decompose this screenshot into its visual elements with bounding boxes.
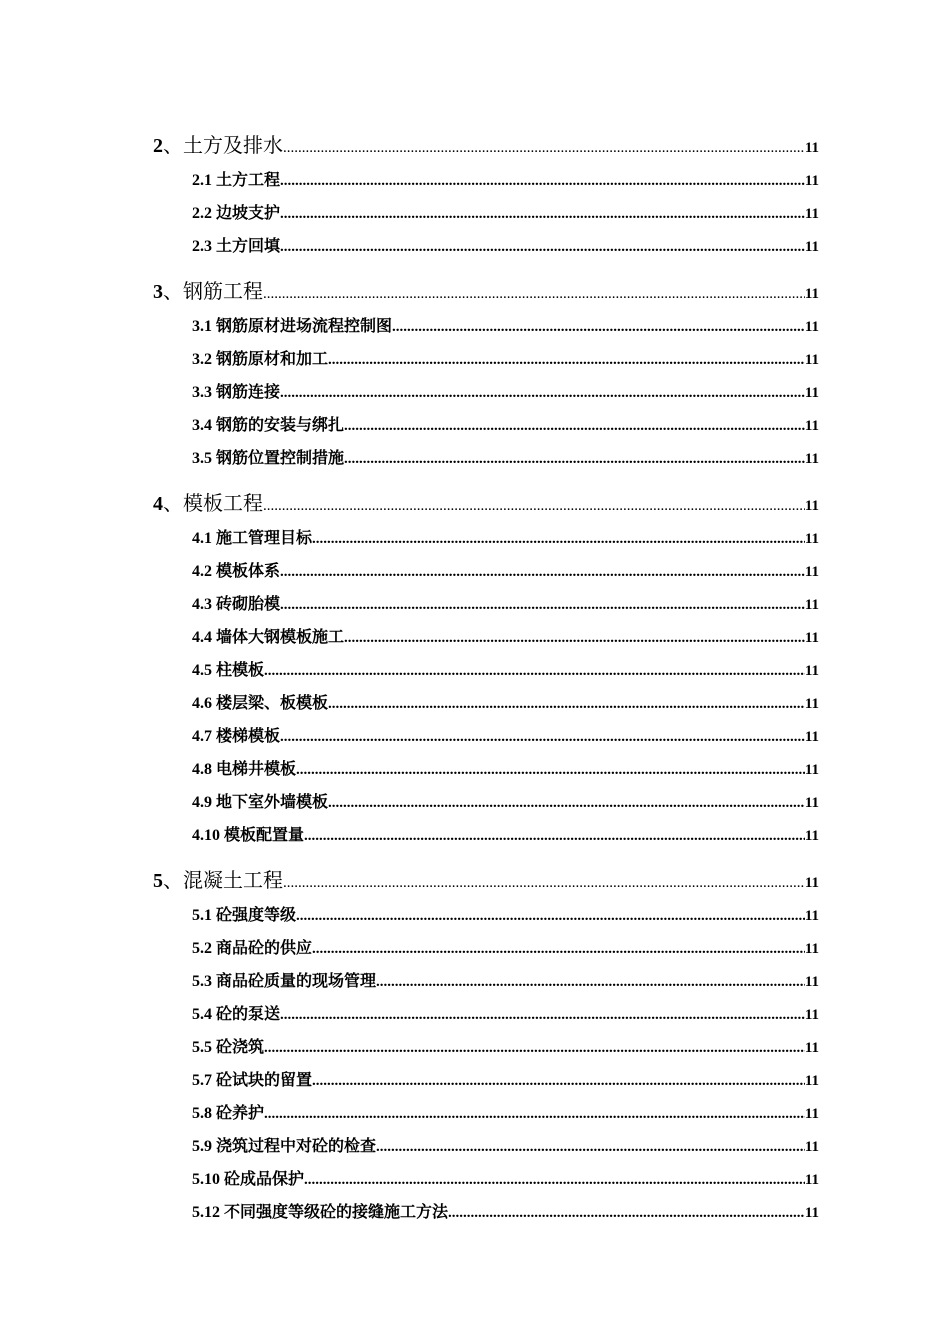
toc-leader-dots xyxy=(280,589,805,622)
toc-entry-title xyxy=(192,720,280,753)
toc-page-number: 11 xyxy=(804,1073,819,1089)
toc-entry-text: 钢筋的安装与绑扎 xyxy=(216,417,345,434)
toc-entry-number: 4.10 xyxy=(192,827,220,844)
toc-entry-title xyxy=(192,1064,312,1097)
toc-entry-title xyxy=(192,1196,448,1229)
toc-entry-separator: 、 xyxy=(163,281,183,303)
toc-page-number: 11 xyxy=(804,974,819,990)
toc-entry-number: 5.1 xyxy=(192,907,212,924)
toc-entry-text: 砼养护 xyxy=(216,1105,265,1122)
toc-entry-number: 4.5 xyxy=(192,662,212,679)
toc-entry-text: 墙体大钢模板施工 xyxy=(216,629,345,646)
toc-entry-title xyxy=(192,786,328,819)
toc-section-entry[interactable] xyxy=(153,1163,819,1196)
toc-section-entry[interactable] xyxy=(153,819,819,852)
toc-entry-number: 3 xyxy=(153,281,163,303)
toc-page-number: 11 xyxy=(804,1139,819,1155)
toc-page-number: 11 xyxy=(804,941,819,957)
toc-entry-text: 浇筑过程中对砼的检查 xyxy=(216,1138,377,1155)
toc-leader-dots xyxy=(296,754,805,787)
toc-leader-dots xyxy=(304,1164,805,1197)
toc-page-number: 11 xyxy=(804,531,819,547)
toc-leader-dots xyxy=(344,622,805,655)
toc-leader-dots xyxy=(264,1098,805,1131)
toc-leader-dots xyxy=(283,865,805,901)
toc-entry-number: 3.2 xyxy=(192,351,212,368)
toc-leader-dots xyxy=(280,999,805,1032)
toc-entry-number: 5.2 xyxy=(192,940,212,957)
toc-chapter-entry[interactable] xyxy=(153,486,819,522)
toc-leader-dots xyxy=(283,130,805,166)
toc-entry-title xyxy=(192,588,280,621)
toc-section-entry[interactable] xyxy=(153,899,819,932)
toc-entry-title xyxy=(192,819,304,852)
toc-entry-separator: 、 xyxy=(163,870,183,892)
toc-page-number: 11 xyxy=(804,239,819,255)
toc-section-entry[interactable] xyxy=(153,621,819,654)
toc-leader-dots xyxy=(263,276,805,312)
toc-section-entry[interactable] xyxy=(153,442,819,475)
toc-entry-number: 5.8 xyxy=(192,1105,212,1122)
toc-section-entry[interactable] xyxy=(153,522,819,555)
toc-leader-dots xyxy=(280,556,805,589)
toc-section-entry[interactable] xyxy=(153,687,819,720)
toc-entry-text: 施工管理目标 xyxy=(216,530,313,547)
toc-chapter-entry[interactable] xyxy=(153,128,819,164)
toc-entry-number: 3.4 xyxy=(192,417,212,434)
toc-entry-number: 5 xyxy=(153,870,163,892)
toc-section-entry[interactable] xyxy=(153,409,819,442)
toc-entry-number: 4.3 xyxy=(192,596,212,613)
toc-entry-text: 土方回填 xyxy=(216,238,281,255)
toc-entry-title xyxy=(192,1097,264,1130)
toc-section-entry[interactable] xyxy=(153,932,819,965)
toc-entry-text: 不同强度等级砼的接缝施工方法 xyxy=(224,1204,449,1221)
toc-entry-title xyxy=(192,621,344,654)
toc-page-number: 11 xyxy=(804,1172,819,1188)
toc-page-number: 11 xyxy=(804,352,819,368)
toc-leader-dots xyxy=(312,933,805,966)
toc-entry-text: 钢筋原材进场流程控制图 xyxy=(216,318,393,335)
toc-entry-number: 5.9 xyxy=(192,1138,212,1155)
table-of-contents xyxy=(153,128,819,1229)
toc-entry-title xyxy=(153,863,283,899)
toc-entry-title xyxy=(192,555,280,588)
toc-page-number: 11 xyxy=(804,564,819,580)
toc-page-number: 11 xyxy=(804,1106,819,1122)
toc-page-number: 11 xyxy=(804,828,819,844)
toc-entry-number: 4.1 xyxy=(192,530,212,547)
toc-entry-text: 砼成品保护 xyxy=(224,1171,305,1188)
toc-entry-text: 土方及排水 xyxy=(183,135,283,157)
toc-entry-number: 4.6 xyxy=(192,695,212,712)
toc-page-number: 11 xyxy=(804,663,819,679)
toc-entry-number: 3.3 xyxy=(192,384,212,401)
toc-page-number: 11 xyxy=(804,140,819,156)
toc-entry-text: 钢筋位置控制措施 xyxy=(216,450,345,467)
toc-entry-title xyxy=(192,998,280,1031)
toc-page-number: 11 xyxy=(804,630,819,646)
toc-entry-text: 钢筋原材和加工 xyxy=(216,351,329,368)
toc-entry-text: 砼试块的留置 xyxy=(216,1072,313,1089)
toc-entry-text: 楼层梁、板模板 xyxy=(216,695,329,712)
toc-entry-number: 2 xyxy=(153,135,163,157)
toc-entry-text: 钢筋工程 xyxy=(183,281,263,303)
toc-section-entry[interactable] xyxy=(153,1196,819,1229)
toc-page-number: 11 xyxy=(804,1040,819,1056)
toc-page-number: 11 xyxy=(804,385,819,401)
toc-section-entry[interactable] xyxy=(153,197,819,230)
toc-chapter-entry[interactable] xyxy=(153,274,819,310)
toc-page-number: 11 xyxy=(804,319,819,335)
toc-entry-title xyxy=(192,654,264,687)
toc-chapter-entry[interactable] xyxy=(153,863,819,899)
toc-leader-dots xyxy=(280,231,805,264)
toc-entry-number: 4.7 xyxy=(192,728,212,745)
toc-section-entry[interactable] xyxy=(153,654,819,687)
toc-section-entry[interactable] xyxy=(153,998,819,1031)
toc-leader-dots xyxy=(312,1065,805,1098)
toc-section-entry[interactable] xyxy=(153,965,819,998)
toc-entry-text: 地下室外墙模板 xyxy=(216,794,329,811)
toc-leader-dots xyxy=(264,655,805,688)
toc-section-entry[interactable] xyxy=(153,164,819,197)
toc-leader-dots xyxy=(280,721,805,754)
toc-page-number: 11 xyxy=(804,418,819,434)
toc-entry-text: 砼的泵送 xyxy=(216,1006,281,1023)
toc-entry-text: 混凝土工程 xyxy=(183,870,283,892)
toc-leader-dots xyxy=(328,688,805,721)
toc-section-entry[interactable] xyxy=(153,376,819,409)
toc-page-number: 11 xyxy=(804,1007,819,1023)
toc-page-number: 11 xyxy=(804,762,819,778)
toc-entry-number: 5.5 xyxy=(192,1039,212,1056)
toc-entry-text: 电梯井模板 xyxy=(216,761,297,778)
toc-leader-dots xyxy=(328,344,805,377)
toc-entry-number: 5.4 xyxy=(192,1006,212,1023)
toc-entry-title xyxy=(192,899,296,932)
toc-entry-separator: 、 xyxy=(163,493,183,515)
toc-entry-number: 3.1 xyxy=(192,318,212,335)
toc-entry-number: 4.8 xyxy=(192,761,212,778)
toc-entry-title xyxy=(192,310,392,343)
toc-section-entry[interactable] xyxy=(153,310,819,343)
toc-leader-dots xyxy=(280,198,805,231)
toc-entry-title xyxy=(192,932,312,965)
toc-entry-title xyxy=(192,230,280,263)
toc-leader-dots xyxy=(344,410,805,443)
toc-entry-title xyxy=(153,274,263,310)
toc-entry-text: 柱模板 xyxy=(216,662,265,679)
toc-entry-number: 5.10 xyxy=(192,1171,220,1188)
toc-entry-title xyxy=(192,442,344,475)
toc-entry-title xyxy=(153,486,263,522)
toc-page-number: 11 xyxy=(804,696,819,712)
toc-entry-title xyxy=(192,965,376,998)
toc-entry-text: 钢筋连接 xyxy=(216,384,281,401)
toc-entry-title xyxy=(192,409,344,442)
toc-section-entry[interactable] xyxy=(153,720,819,753)
toc-entry-text: 砖砌胎模 xyxy=(216,596,281,613)
toc-leader-dots xyxy=(280,165,805,198)
toc-page-number: 11 xyxy=(804,173,819,189)
toc-leader-dots xyxy=(263,488,805,524)
toc-entry-title xyxy=(192,197,280,230)
toc-entry-title xyxy=(192,376,280,409)
toc-entry-title xyxy=(192,753,296,786)
toc-leader-dots xyxy=(328,787,805,820)
toc-page-number: 11 xyxy=(804,875,819,891)
toc-leader-dots xyxy=(264,1032,805,1065)
toc-section-entry[interactable] xyxy=(153,230,819,263)
toc-section-entry[interactable] xyxy=(153,753,819,786)
toc-entry-text: 商品砼质量的现场管理 xyxy=(216,973,377,990)
toc-entry-text: 模板配置量 xyxy=(224,827,305,844)
toc-section-entry[interactable] xyxy=(153,343,819,376)
toc-section-entry[interactable] xyxy=(153,588,819,621)
toc-entry-text: 砼强度等级 xyxy=(216,907,297,924)
toc-entry-title xyxy=(192,522,312,555)
toc-entry-text: 砼浇筑 xyxy=(216,1039,265,1056)
toc-entry-number: 3.5 xyxy=(192,450,212,467)
toc-page-number: 11 xyxy=(804,908,819,924)
toc-leader-dots xyxy=(304,820,805,853)
toc-section-entry[interactable] xyxy=(153,1130,819,1163)
toc-section-entry[interactable] xyxy=(153,1097,819,1130)
toc-entry-title xyxy=(192,164,280,197)
toc-section-entry[interactable] xyxy=(153,1064,819,1097)
toc-leader-dots xyxy=(392,311,805,344)
toc-entry-title xyxy=(153,128,283,164)
toc-entry-separator: 、 xyxy=(163,135,183,157)
toc-entry-number: 5.7 xyxy=(192,1072,212,1089)
toc-entry-text: 商品砼的供应 xyxy=(216,940,313,957)
toc-entry-number: 2.1 xyxy=(192,172,212,189)
toc-leader-dots xyxy=(448,1197,805,1230)
toc-leader-dots xyxy=(280,377,805,410)
toc-section-entry[interactable] xyxy=(153,555,819,588)
toc-page-number: 11 xyxy=(804,795,819,811)
toc-page-number: 11 xyxy=(804,451,819,467)
toc-entry-title xyxy=(192,1130,376,1163)
toc-entry-number: 4.2 xyxy=(192,563,212,580)
toc-leader-dots xyxy=(312,523,805,556)
toc-entry-title xyxy=(192,687,328,720)
toc-entry-number: 4.4 xyxy=(192,629,212,646)
toc-page-number: 11 xyxy=(804,1205,819,1221)
toc-leader-dots xyxy=(376,1131,805,1164)
toc-page-number: 11 xyxy=(804,206,819,222)
toc-section-entry[interactable] xyxy=(153,1031,819,1064)
toc-entry-number: 5.12 xyxy=(192,1204,220,1221)
toc-entry-text: 模板体系 xyxy=(216,563,281,580)
toc-page-number: 11 xyxy=(804,729,819,745)
toc-entry-number: 4.9 xyxy=(192,794,212,811)
toc-leader-dots xyxy=(376,966,805,999)
toc-section-entry[interactable] xyxy=(153,786,819,819)
toc-leader-dots xyxy=(344,443,805,476)
toc-entry-title xyxy=(192,1163,304,1196)
toc-leader-dots xyxy=(296,900,805,933)
toc-page-number: 11 xyxy=(804,597,819,613)
toc-entry-text: 楼梯模板 xyxy=(216,728,281,745)
toc-entry-number: 4 xyxy=(153,493,163,515)
toc-entry-number: 2.2 xyxy=(192,205,212,222)
toc-page-number: 11 xyxy=(804,286,819,302)
toc-entry-text: 土方工程 xyxy=(216,172,281,189)
toc-entry-title xyxy=(192,343,328,376)
toc-entry-title xyxy=(192,1031,264,1064)
toc-entry-text: 模板工程 xyxy=(183,493,263,515)
toc-entry-text: 边坡支护 xyxy=(216,205,281,222)
toc-entry-number: 2.3 xyxy=(192,238,212,255)
toc-page-number: 11 xyxy=(804,498,819,514)
toc-entry-number: 5.3 xyxy=(192,973,212,990)
